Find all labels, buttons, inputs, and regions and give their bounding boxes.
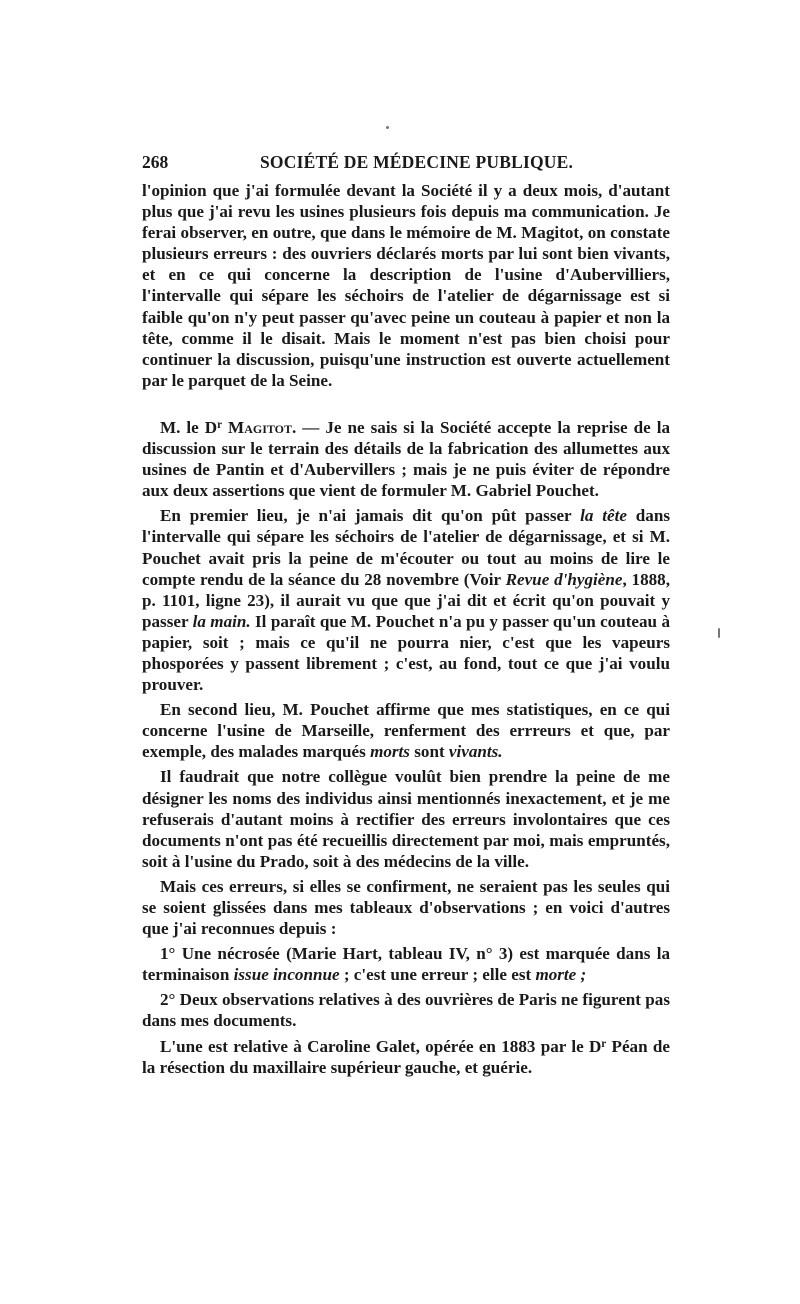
- text-run: 1° Une nécrosée (Marie Hart, tableau IV, n° 3) est marquée dans la terminaison: [142, 944, 670, 985]
- paragraph: Il faudrait que notre collègue voulût bien prendre la peine de me désigner les noms des individus ainsi mentionnés inexactement, et je me refuserais d'autant moins à rectifier des erreurs involontaires que ces documents n'ont pas été recueillis directement par moi, mais empruntés, soit à l'usine du Prado, soit à des médecins de la ville.: [142, 767, 670, 871]
- print-speck: [386, 126, 389, 129]
- paragraph: [142, 699, 670, 762]
- speaker-name: Magitot.: [222, 417, 297, 437]
- paragraph: [142, 1036, 670, 1078]
- text-run: En second lieu, M. Pouchet affirme que mes statistiques, en ce qui concerne l'usine de Marseille, renferment des errreurs et que, par exemple, des malades marqués: [142, 700, 670, 762]
- paragraph: [142, 505, 670, 695]
- italic-run: morts: [370, 742, 410, 762]
- paragraph-speaker: [142, 417, 670, 501]
- text-run: Il paraît que M. Pouchet n'a pu y passer qu'un couteau à papier, soit ; mais ce qu'il ne pourra nier, c'est que les vapeurs phosporées y passent librement ; c'est, au fond, tout ce que j'ai voulu prouver.: [142, 611, 670, 695]
- italic-run: la tête: [580, 506, 627, 526]
- running-head: SOCIÉTÉ DE MÉDECINE PUBLIQUE.: [260, 152, 574, 172]
- italic-run: morte ;: [535, 965, 587, 985]
- page-body: [142, 180, 670, 1078]
- italic-run: Revue d'hygiène: [505, 569, 623, 589]
- text-run: dans l'intervalle qui sépare les séchoirs de l'atelier de dégarnissage, et si M. Pouchet avait pris la peine de m'écouter ou tout au moins de lire le compte rendu de la séance du 28 novembre (Voir: [142, 506, 670, 589]
- text-run: ; c'est une erreur ; elle est: [339, 965, 536, 985]
- list-item: 2° Deux observations relatives à des ouvrières de Paris ne figurent pas dans mes documents.: [142, 990, 670, 1031]
- page-header: [142, 152, 670, 178]
- list-item: [142, 943, 670, 985]
- speaker-text: — Je ne sais si la Société accepte la reprise de la discussion sur le terrain des détails de la fabrication des allumettes aux usines de Pantin et d'Aubervillers ; mais je ne puis éviter de répondre aux deux assertions que vient de formuler M. Gabriel Pouchet.: [142, 417, 670, 501]
- italic-run: vivants.: [448, 742, 503, 762]
- text-run: L'une est relative à Caroline Galet, opérée en 1883 par le D: [160, 1036, 602, 1056]
- paragraph: Mais ces erreurs, si elles se confirment, ne seraient pas les seules qui se soient glissées dans mes tableaux d'observations ; en voici d'autres que j'ai reconnues depuis :: [142, 876, 670, 939]
- superscript: r: [601, 1037, 607, 1050]
- text-run: sont: [409, 742, 449, 762]
- text-run: En premier lieu, je n'ai jamais dit qu'on pût passer: [160, 506, 581, 526]
- page-number: 268: [142, 152, 169, 172]
- superscript: r: [217, 418, 223, 431]
- margin-mark: [718, 628, 720, 638]
- italic-run: la main.: [192, 611, 251, 631]
- text-run: , 1888, p. 1101, ligne 23), il aurait vu que que j'ai dit et écrit qu'on pouvait y passer: [142, 569, 670, 631]
- italic-run: issue inconnue: [233, 965, 340, 985]
- paragraph: l'opinion que j'ai formulée devant la Société il y a deux mois, d'autant plus que j'ai revu les usines plusieurs fois depuis ma communication. Je ferai observer, en outre, que dans le mémoire de M. Magitot, on constate plusieurs erreurs : des ouvriers déclarés morts par lui sont bien vivants, et en ce qui concerne la description de l'usine d'Aubervilliers, l'intervalle qui sépare les séchoirs de l'atelier de dégarnissage est si faible qu'on n'y peut passer qu'avec peine un couteau à papier et non la tête, comme il le disait. Mais le moment n'est pas bien choisi pour continuer la discussion, puisqu'une instruction est ouverte actuellement par le parquet de la Seine.: [142, 181, 670, 390]
- speaker-prefix: M. le D: [160, 417, 218, 437]
- text-run: Péan de la résection du maxillaire supérieur gauche, et guérie.: [142, 1036, 670, 1077]
